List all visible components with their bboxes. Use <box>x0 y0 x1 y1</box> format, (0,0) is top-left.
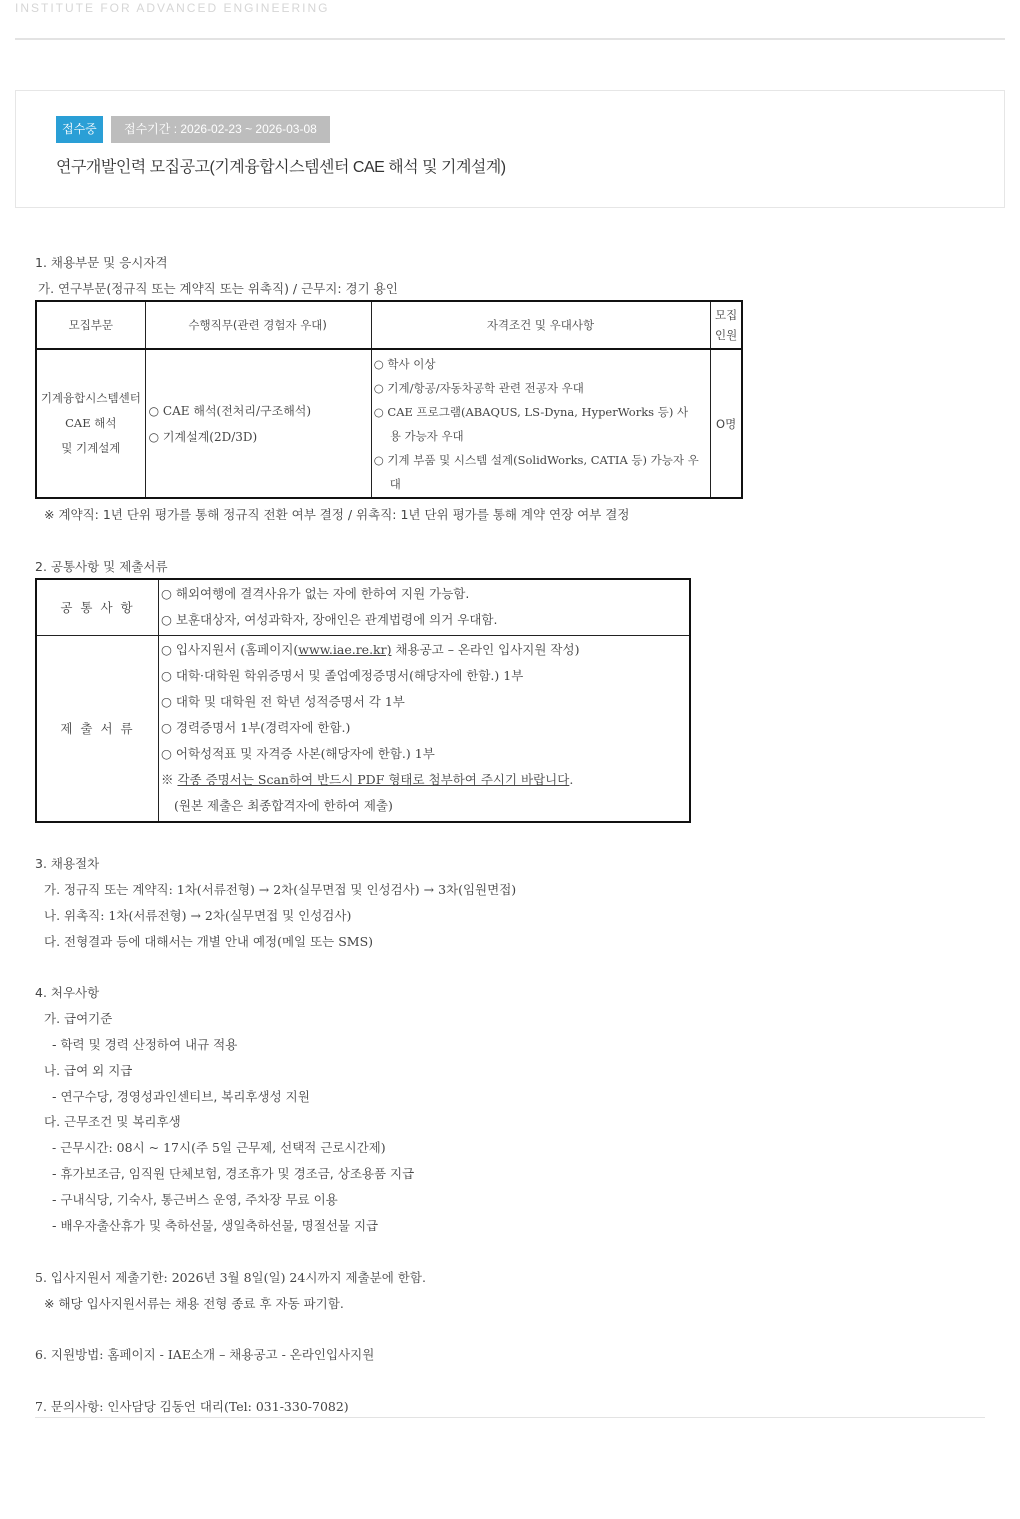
header-count-line2: 인원 <box>715 328 738 342</box>
content-end-divider <box>35 1417 985 1418</box>
section4-sub: 나. 급여 외 지급 <box>44 1063 133 1078</box>
qual-item: ○ 기계 부품 및 시스템 설계(SolidWorks, CATIA 등) 가능자 우 <box>373 452 699 467</box>
post-header <box>15 90 1005 208</box>
section4-heading: 4. 처우사항 <box>35 985 100 1000</box>
section4-item: - 구내식당, 기숙사, 통근버스 운영, 주차장 무료 이용 <box>52 1192 338 1207</box>
doc-notice <box>161 767 688 793</box>
table-row <box>36 635 690 822</box>
qual-item: ○ 기계/항공/자동차공학 관련 전공자 우대 <box>373 380 584 395</box>
doc-item: ○ 경력증명서 1부(경력자에 한함.) <box>161 720 351 736</box>
qual-item: ○ 학사 이상 <box>373 356 436 371</box>
doc-notice-sub: (원본 제출은 최종합격자에 한하여 제출) <box>174 798 393 814</box>
division-cell <box>36 349 145 498</box>
section1-note: ※ 계약직: 1년 단위 평가를 통해 정규직 전환 여부 결정 / 위촉직: 1년 단위 평가를 통해 계약 연장 여부 결정 <box>44 507 630 522</box>
post-title: 연구개발인력 모집공고(기계융합시스템센터 CAE 해석 및 기계설계) <box>56 159 506 176</box>
table-header-row <box>36 301 742 349</box>
section4-item: - 휴가보조금, 임직원 단체보험, 경조휴가 및 경조금, 상조용품 지급 <box>52 1166 415 1181</box>
section3-line: 다. 전형결과 등에 대해서는 개별 안내 예정(메일 또는 SMS) <box>44 934 374 949</box>
duties-cell <box>145 349 371 498</box>
docs-cell <box>159 635 691 822</box>
header-duties: 수행직무(관련 경험자 우대) <box>145 301 371 349</box>
section4-sub: 다. 근무조건 및 복리후생 <box>44 1114 181 1129</box>
qual-item-cont: 용 가능자 우대 <box>389 428 464 443</box>
section4-item: - 학력 및 경력 산정하여 내규 적용 <box>52 1037 238 1052</box>
header-divider <box>15 38 1005 40</box>
division-line: 기계융합시스템센터 <box>40 391 141 405</box>
doc-notice-mark: ※ <box>161 772 178 788</box>
homepage-link[interactable]: www.iae.re.kr) <box>298 642 392 658</box>
section3-heading: 3. 채용절차 <box>35 856 100 871</box>
section1-sub: 가. 연구부문(정규직 또는 계약직 또는 위촉직) / 근무지: 경기 용인 <box>38 281 398 296</box>
division-line: 및 기계설계 <box>61 441 121 455</box>
doc-notice-end: . <box>569 772 574 788</box>
recruitment-table <box>35 300 743 499</box>
section7-heading: 7. 문의사항: 인사담당 김동언 대리(Tel: 031-330-7082) <box>35 1399 349 1414</box>
duty-item: ○ 기계설계(2D/3D) <box>148 429 258 444</box>
doc-text: ○ 입사지원서 (홈페이지( <box>161 642 299 658</box>
section4-item: - 배우자출산휴가 및 축하선물, 생일축하선물, 명절선물 지급 <box>52 1218 379 1233</box>
section1-heading: 1. 채용부문 및 응시자격 <box>35 255 168 270</box>
section4-item: - 근무시간: 08시 ~ 17시(주 5일 근무제, 선택적 근로시간제) <box>52 1140 386 1155</box>
common-cell <box>159 579 691 635</box>
qual-item-cont: 대 <box>389 476 401 491</box>
section5-note: ※ 해당 입사지원서류는 채용 전형 종료 후 자동 파기함. <box>44 1296 344 1311</box>
quals-cell <box>371 349 711 498</box>
site-brand: INSTITUTE FOR ADVANCED ENGINEERING <box>15 1 330 15</box>
table-row <box>36 579 690 635</box>
doc-notice-text: 각종 증명서는 Scan하여 반드시 PDF 형태로 첨부하여 주시기 바랍니다 <box>177 772 570 788</box>
duty-item: ○ CAE 해석(전처리/구조해석) <box>148 403 312 418</box>
qual-item: ○ CAE 프로그램(ABAQUS, LS-Dyna, HyperWorks 등) 사 <box>373 404 689 419</box>
docs-label: 제 출 서 류 <box>36 635 159 822</box>
division-line: CAE 해석 <box>65 416 117 430</box>
doc-item <box>161 637 688 663</box>
count-cell: O명 <box>711 349 742 498</box>
table-row <box>36 349 742 498</box>
status-badge: 접수중 <box>56 116 103 143</box>
header-quals: 자격조건 및 우대사항 <box>371 301 711 349</box>
common-item: ○ 해외여행에 결격사유가 없는 자에 한하여 지원 가능함. <box>161 586 470 602</box>
section3-line: 가. 정규직 또는 계약직: 1차(서류전형) → 2차(실무면접 및 인성검사) → 3차(임원면접) <box>44 882 517 897</box>
common-label: 공 통 사 항 <box>36 579 159 635</box>
period-badge: 접수기간 : 2026-02-23 ~ 2026-03-08 <box>111 116 330 143</box>
section5-heading: 5. 입사지원서 제출기한: 2026년 3월 8일(일) 24시까지 제출분에 한함. <box>35 1270 426 1285</box>
section6-heading: 6. 지원방법: 홈페이지 - IAE소개 – 채용공고 - 온라인입사지원 <box>35 1347 375 1362</box>
common-item: ○ 보훈대상자, 여성과학자, 장애인은 관계법령에 의거 우대함. <box>161 612 498 628</box>
header-count-line1: 모집 <box>715 308 738 322</box>
section4-sub: 가. 급여기준 <box>44 1011 113 1026</box>
doc-text: 채용공고 – 온라인 입사지원 작성) <box>391 642 580 658</box>
doc-item: ○ 어학성적표 및 자격증 사본(해당자에 한함.) 1부 <box>161 746 435 762</box>
section4-item: - 연구수당, 경영성과인센티브, 복리후생성 지원 <box>52 1089 310 1104</box>
requirements-table <box>35 578 691 823</box>
header-count <box>711 301 742 349</box>
section2-heading: 2. 공통사항 및 제출서류 <box>35 559 168 574</box>
header-division: 모집부문 <box>36 301 145 349</box>
doc-item: ○ 대학 및 대학원 전 학년 성적증명서 각 1부 <box>161 694 405 710</box>
doc-item: ○ 대학·대학원 학위증명서 및 졸업예정증명서(해당자에 한함.) 1부 <box>161 668 524 684</box>
section3-line: 나. 위촉직: 1차(서류전형) → 2차(실무면접 및 인성검사) <box>44 908 352 923</box>
